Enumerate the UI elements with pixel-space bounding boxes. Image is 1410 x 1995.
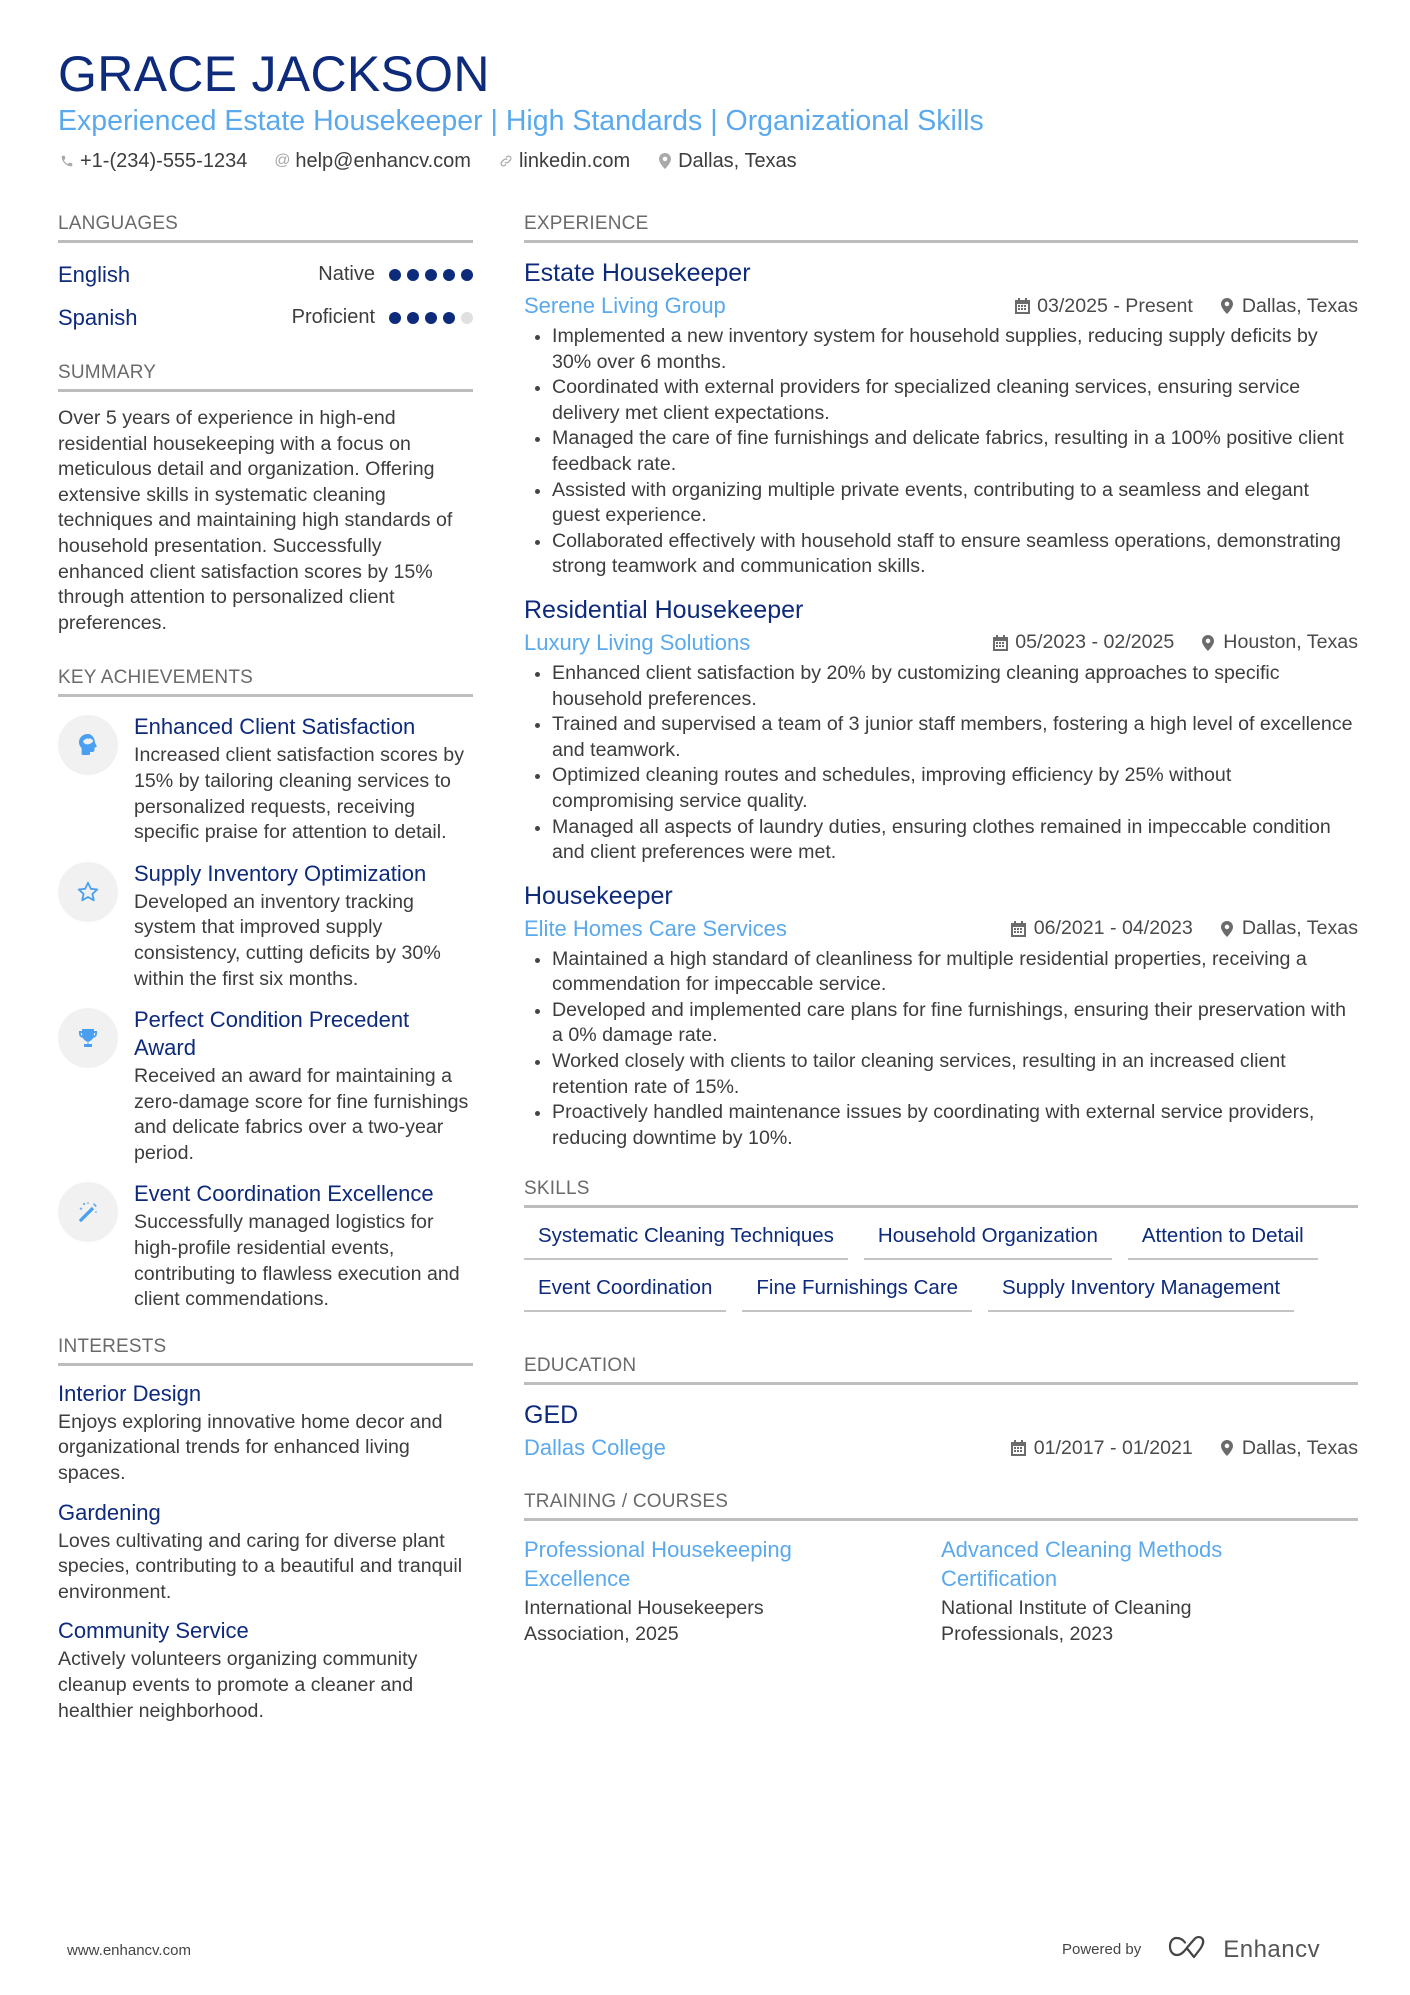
location-pin-icon [1219, 298, 1235, 314]
bullet-item: Developed and implemented care plans for fine furnishings, ensuring their preservation with a 0% damage rate. [524, 998, 1358, 1049]
achievement-desc: Successfully managed logistics for high-profile residential events, contributing to flawless execution and client commendations. [134, 1211, 460, 1311]
job-role: Estate Housekeeper [524, 259, 751, 287]
achievements-section [58, 666, 473, 1313]
achievement-item [58, 1006, 473, 1166]
calendar-icon [1011, 1440, 1027, 1456]
enhancv-logo-icon [1167, 1935, 1213, 1964]
job-bullets [524, 661, 1358, 866]
location-pin-icon [1219, 921, 1235, 937]
interest-item [58, 1499, 473, 1606]
phone-text: +1-(234)-555-1234 [80, 150, 248, 172]
job-dates: 03/2025 - Present [1037, 294, 1193, 317]
calendar-icon [992, 635, 1008, 651]
bullet-item: Collaborated effectively with household staff to ensure seamless operations, demonstrating strong teamwork and communication skills. [524, 529, 1358, 580]
bullet-item: Assisted with organizing multiple private events, contributing to a seamless and elegant guest experience. [524, 478, 1358, 529]
course-title: Advanced Cleaning Methods Certification [941, 1537, 1223, 1592]
interest-desc: Enjoys exploring innovative home decor and organizational trends for enhanced living spaces. [58, 1410, 443, 1485]
achievement-title: Supply Inventory Optimization [134, 860, 427, 886]
job-entry [524, 257, 1358, 580]
contact-linkedin[interactable] [497, 148, 630, 174]
job-bullets [524, 324, 1358, 580]
rating-dot-filled [425, 269, 437, 281]
powered-by-label: Powered by [1062, 1941, 1142, 1958]
job-company: Serene Living Group [524, 293, 726, 318]
education-section [524, 1354, 1358, 1462]
calendar-icon [1011, 921, 1027, 937]
brand-name: Enhancv [1223, 1935, 1321, 1963]
course-org: International Housekeepers Association, 2025 [524, 1597, 764, 1646]
bullet-item: Managed all aspects of laundry duties, ensuring clothes remained in impeccable condition and client preferences were met. [524, 815, 1358, 866]
skill-tag: Supply Inventory Management [988, 1274, 1294, 1312]
job-company: Elite Homes Care Services [524, 915, 787, 941]
skill-tag: Attention to Detail [1128, 1222, 1318, 1260]
at-icon: @ [274, 152, 291, 169]
achievement-title: Perfect Condition Precedent Award [134, 1007, 410, 1061]
trophy-icon [58, 1008, 118, 1068]
language-level: Native [318, 263, 375, 285]
rating-dot-filled [425, 312, 437, 324]
languages-section [58, 212, 473, 339]
interest-desc: Actively volunteers organizing community cleanup events to promote a cleaner and healthier neighborhood. [58, 1648, 418, 1722]
job-role: Residential Housekeeper [524, 595, 804, 624]
education-school: Dallas College [524, 1435, 666, 1461]
bullet-item: Optimized cleaning routes and schedules, improving efficiency by 25% without compromising service quality. [524, 763, 1358, 814]
language-name: English [58, 261, 131, 287]
bullet-item: Enhanced client satisfaction by 20% by customizing cleaning approaches to specific household preferences. [524, 661, 1358, 712]
bullet-item: Coordinated with external providers for specialized cleaning services, ensuring service delivery met client expectations. [524, 375, 1358, 426]
experience-section [524, 212, 1358, 1151]
link-icon [497, 154, 515, 168]
job-dates: 05/2023 - 02/2025 [1015, 631, 1175, 654]
right-column [524, 212, 1358, 1648]
language-item [58, 296, 473, 339]
rating-dot-empty [461, 312, 473, 324]
skills-section [524, 1177, 1358, 1312]
education-degree: GED [524, 1401, 579, 1430]
skill-tag: Household Organization [864, 1222, 1112, 1260]
contact-email[interactable] [273, 148, 471, 174]
education-location: Dallas, Texas [1241, 1436, 1358, 1459]
calendar-icon [1014, 298, 1030, 314]
section-heading-training: TRAINING / COURSES [524, 1490, 1358, 1521]
section-heading-summary: SUMMARY [58, 361, 473, 392]
section-heading-skills: SKILLS [524, 1177, 1358, 1208]
interests-list [58, 1380, 473, 1724]
rating-dot-filled [461, 269, 473, 281]
job-role: Housekeeper [524, 881, 673, 910]
course-org: National Institute of Cleaning Professionals, 2023 [941, 1597, 1192, 1646]
section-heading-languages: LANGUAGES [58, 212, 473, 243]
achievements-list [58, 713, 473, 1313]
linkedin-text: linkedin.com [518, 150, 631, 172]
candidate-title: Experienced Estate Housekeeper | High Standards | Organizational Skills [58, 105, 984, 137]
rating-dot-filled [389, 269, 401, 281]
job-location: Dallas, Texas [1241, 917, 1358, 940]
skill-tag: Event Coordination [524, 1274, 726, 1312]
training-section [524, 1490, 1358, 1647]
achievement-desc: Received an award for maintaining a zero-damage score for fine furnishings and delicate fabrics over a two-year period. [134, 1065, 469, 1164]
candidate-name: GRACE JACKSON [58, 46, 490, 102]
bullet-item: Implemented a new inventory system for household supplies, reducing supply deficits by 30% over 6 months. [524, 324, 1358, 375]
language-name: Spanish [58, 304, 138, 330]
rating-dot-filled [443, 312, 455, 324]
contact-phone[interactable] [58, 148, 247, 174]
job-dates: 06/2021 - 04/2023 [1033, 917, 1193, 940]
achievement-item [58, 713, 473, 845]
bullet-item: Managed the care of fine furnishings and delicate fabrics, resulting in a 100% positive client feedback rate. [524, 426, 1358, 477]
achievement-title: Event Coordination Excellence [134, 1181, 434, 1207]
interests-section [58, 1335, 473, 1724]
achievement-desc: Increased client satisfaction scores by 15% by tailoring cleaning services to personalized requests, receiving specific praise for attention to detail. [134, 744, 464, 844]
language-rating [389, 269, 473, 281]
achievement-item [58, 1180, 473, 1312]
interest-item [58, 1617, 473, 1724]
rating-dot-filled [407, 269, 419, 281]
achievement-desc: Developed an inventory tracking system that improved supply consistency, cutting deficits by 30% within the first six months. [134, 890, 441, 990]
interest-item [58, 1380, 473, 1487]
job-bullets [524, 947, 1358, 1152]
location-pin-icon [1200, 635, 1216, 651]
job-location: Dallas, Texas [1241, 294, 1358, 317]
interest-title: Community Service [58, 1618, 249, 1644]
bullet-item: Trained and supervised a team of 3 junior staff members, fostering a high level of excellence and teamwork. [524, 712, 1358, 763]
location-pin-icon [656, 153, 674, 169]
location-pin-icon [1219, 1440, 1235, 1456]
job-entry [524, 880, 1358, 1152]
contact-row [58, 148, 1358, 174]
interest-desc: Loves cultivating and caring for diverse plant species, contributing to a beautiful and tranquil environment. [58, 1529, 463, 1603]
footer-powered-by [1062, 1935, 1320, 1964]
email-text: help@enhancv.com [295, 150, 471, 172]
phone-icon [58, 154, 76, 168]
course-item [524, 1535, 941, 1647]
language-rating [389, 312, 473, 324]
head-brain-icon [58, 715, 118, 775]
job-company: Luxury Living Solutions [524, 629, 751, 655]
section-heading-interests: INTERESTS [58, 1335, 473, 1366]
skills-list [524, 1222, 1358, 1312]
bullet-item: Proactively handled maintenance issues by coordinating with external service providers, reducing downtime by 10%. [524, 1100, 1358, 1151]
job-entry [524, 594, 1358, 866]
course-item [941, 1535, 1358, 1647]
job-location: Houston, Texas [1223, 631, 1358, 654]
language-level: Proficient [291, 306, 375, 328]
section-heading-experience: EXPERIENCE [524, 212, 1358, 243]
interest-title: Interior Design [58, 1380, 202, 1406]
star-icon [58, 862, 118, 922]
magic-wand-icon [58, 1182, 118, 1242]
location-text: Dallas, Texas [678, 150, 797, 172]
summary-text: Over 5 years of experience in high-end residential housekeeping with a focus on meticulous detail and organization. Offering extensive skills in systematic cleaning techniques and maintaining high standards of household presentation. Successfully enhanced client satisfaction scores by 15% through attention to personalized client preferences. [58, 407, 453, 634]
bullet-item: Maintained a high standard of cleanliness for multiple residential properties, receiving a commendation for impeccable service. [524, 947, 1358, 998]
summary-section [58, 361, 473, 636]
section-heading-education: EDUCATION [524, 1354, 1358, 1385]
training-list [524, 1535, 1358, 1647]
rating-dot-filled [407, 312, 419, 324]
achievement-item [58, 860, 473, 992]
education-dates: 01/2017 - 01/2021 [1033, 1436, 1193, 1459]
skill-tag: Systematic Cleaning Techniques [524, 1222, 848, 1260]
course-title: Professional Housekeeping Excellence [524, 1537, 792, 1592]
footer-website[interactable]: www.enhancv.com [67, 1942, 191, 1959]
rating-dot-filled [389, 312, 401, 324]
languages-list [58, 253, 473, 339]
left-column [58, 212, 473, 1736]
skill-tag: Fine Furnishings Care [742, 1274, 972, 1312]
rating-dot-filled [443, 269, 455, 281]
section-heading-achievements: KEY ACHIEVEMENTS [58, 666, 473, 697]
resume-header [58, 46, 1358, 174]
language-item [58, 253, 473, 296]
contact-location [656, 148, 797, 174]
bullet-item: Worked closely with clients to tailor cleaning services, resulting in an increased client retention rate of 15%. [524, 1049, 1358, 1100]
interest-title: Gardening [58, 1499, 161, 1525]
achievement-title: Enhanced Client Satisfaction [134, 714, 416, 740]
